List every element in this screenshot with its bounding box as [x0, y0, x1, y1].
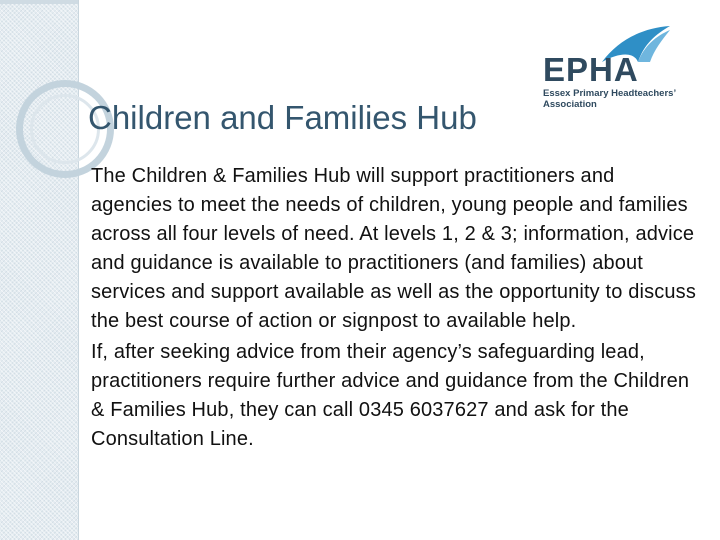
logo-wordmark: EPHA	[543, 51, 639, 88]
body-paragraph-2: If, after seeking advice from their agency’s safeguarding lead, practitioners require further advice and guidance from the Children & Families Hub, they can call 0345 6037627 and ask for the Consultation Line.	[91, 341, 690, 450]
body-paragraph-1: The Children & Families Hub will support practitioners and agencies to meet the needs of children, young people and families across all four levels of need. At levels 1, 2 & 3; information, advice and guidance is available to practitioners (and families) about services and support available as well as the opportunity to discuss the best course of action or signpost to available help.	[91, 165, 696, 332]
epha-logo	[540, 22, 677, 114]
slide-body	[91, 162, 701, 456]
slide-title: Children and Families Hub	[88, 99, 477, 136]
logo-subtitle-line2: Association	[543, 99, 597, 110]
decorative-top-edge	[0, 0, 78, 4]
logo-subtitle-line1: Essex Primary Headteachers’	[543, 88, 677, 99]
